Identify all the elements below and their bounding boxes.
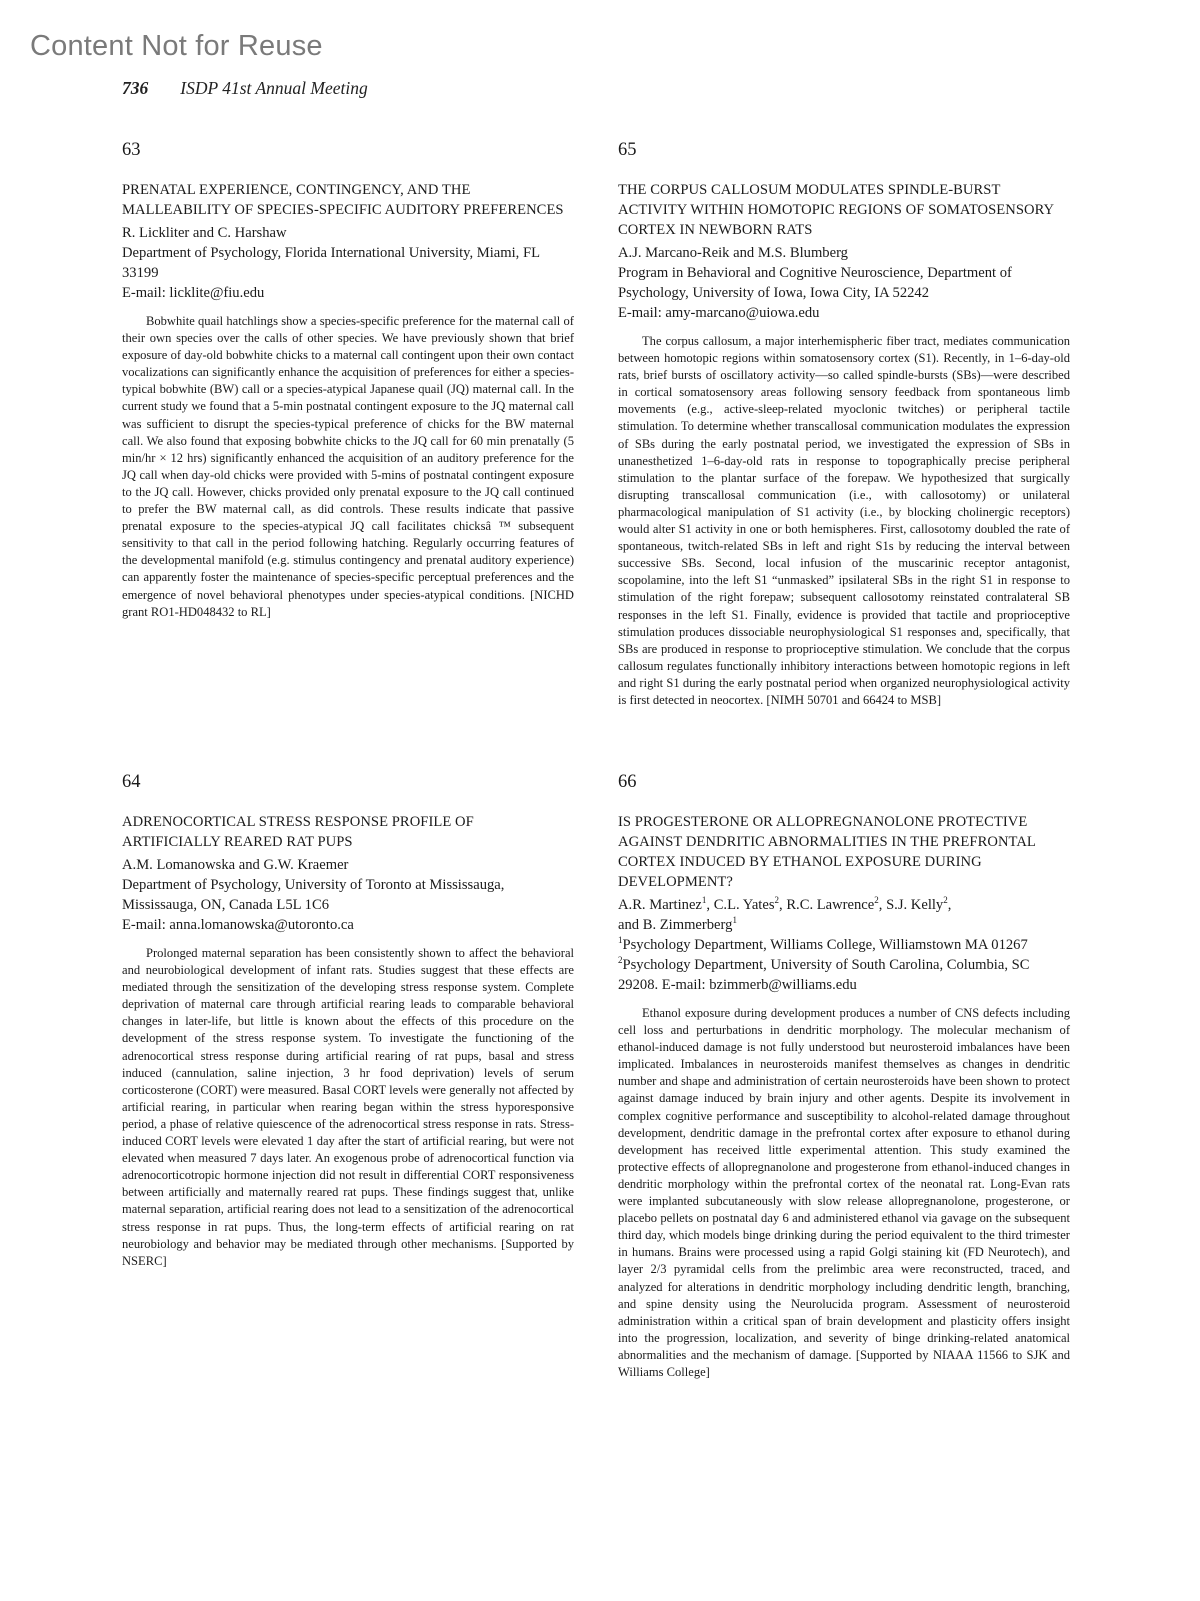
author-name: , R.C. Lawrence xyxy=(779,897,875,913)
abstract-email: E-mail: amy-marcano@uiowa.edu xyxy=(618,305,820,321)
abstract-64 xyxy=(122,771,574,1270)
abstract-authors: R. Lickliter and C. Harshaw xyxy=(122,225,287,241)
affiliation-marker: 1 xyxy=(618,935,623,946)
journal-title: ISDP 41st Annual Meeting xyxy=(180,78,368,98)
abstract-authors: A.J. Marcano-Reik and M.S. Blumberg xyxy=(618,245,848,261)
author-name: A.R. Martinez xyxy=(618,897,702,913)
affiliation-marker: 1 xyxy=(701,895,707,906)
affiliation-marker: 2 xyxy=(774,895,780,906)
author-name: and B. Zimmerberg xyxy=(618,917,733,933)
abstract-email: E-mail: licklite@fiu.edu xyxy=(122,285,265,301)
abstract-title: ADRENOCORTICAL STRESS RESPONSE PROFILE OF ARTIFICIALLY REARED RAT PUPS xyxy=(122,814,474,850)
affiliation-text: Psychology Department, University of South Carolina, Columbia, SC 29208. E-mail: bzimmerb@williams.edu xyxy=(618,957,1030,993)
abstract-affiliation: Program in Behavioral and Cognitive Neuroscience, Department of Psychology, University of Iowa, Iowa City, IA 52242 xyxy=(618,265,1012,301)
abstract-title: THE CORPUS CALLOSUM MODULATES SPINDLE-BURST ACTIVITY WITHIN HOMOTOPIC REGIONS OF SOMATOSENSORY CORTEX IN NEWBORN RATS xyxy=(618,182,1054,238)
author-separator: , xyxy=(947,897,952,913)
abstract-body: Bobwhite quail hatchlings show a species-specific preference for the maternal call of their own species over the calls of other species. We have previously shown that brief exposure of day-old bobwhite chicks to a maternal call contingent upon their own contact vocalizations can significantly enhance the acquisition of preferences for either a species-typical bobwhite (BW) call or a species-atypical Japanese quail (JQ) maternal call. In the current study we found that a 5-min postnatal contingent exposure to the JQ maternal call was sufficient to disrupt the species-typical preference of chicks for the BW maternal call. We also found that exposing bobwhite chicks to the JQ call for 60 min prenatally (5 min/hr × 12 hrs) significantly enhanced the acquisition of an auditory preference for the JQ call when day-old chicks were provided with 5-mins of postnatal contingent exposure to the JQ call. However, chicks provided only prenatal exposure to the JQ call continued to prefer the BW maternal call, as did controls. These results indicate that passive prenatal exposure to the species-atypical JQ call facilitates chicksâ ™ subsequent sensitivity to that call in the period following hatching. Regularly occurring features of the developmental manifold (e.g. stimulus contingency and prenatal auditory experience) can apparently foster the maintenance of species-specific perceptual preferences and the emergence of novel behavioral phenotypes under species-atypical conditions. [NICHD grant RO1-HD048432 to RL] xyxy=(122,314,574,619)
abstract-affiliation: Department of Psychology, Florida International University, Miami, FL 33199 xyxy=(122,245,540,281)
abstract-number: 63 xyxy=(122,140,141,160)
abstract-65 xyxy=(618,139,1070,709)
abstract-body: Prolonged maternal separation has been consistently shown to affect the behavioral and neurobiological development of infant rats. Studies suggest that these effects are mediated through the sensitization of the developing stress response system. Complete deprivation of maternal care through artificial rearing leads to comparable behavioral changes in later-life, but little is known about the effects of this procedure on the development of the stress response system. To investigate the functioning of the adrenocortical stress response during artificial rearing of rat pups, basal and stress induced (cannulation, saline injection, 3 hr food deprivation) levels of serum corticosterone (CORT) were measured. Basal CORT levels were generally not affected by artificial rearing, in particular when rearing began within the stress hyporesponsive period, a phase of relative quiescence of the adrenocortical stress response in rats. Stress-induced CORT levels were elevated 1 day after the start of artificial rearing, but were not elevated when measured 7 days later. An exogenous probe of adrenocortical function via adrenocorticotropic hormone injection did not result in differential CORT responsiveness between artificially and maternally reared rat pups. These findings suggest that, unlike maternal separation, artificial rearing does not lead to a sensitization of the adrenocortical stress response in rat pups. Thus, the long-term effects of artificial rearing on rat neurobiology and behavior may be mediated through other mechanisms. [Supported by NSERC] xyxy=(122,946,574,1268)
author-name: , S.J. Kelly xyxy=(878,897,944,913)
abstract-email: E-mail: anna.lomanowska@utoronto.ca xyxy=(122,917,354,933)
author-name: , C.L. Yates xyxy=(706,897,775,913)
abstract-number: 65 xyxy=(618,140,637,160)
abstract-affiliation: Department of Psychology, University of Toronto at Mississauga, Mississauga, ON, Canada L5L 1C6 xyxy=(122,877,505,913)
affiliation-marker: 1 xyxy=(732,915,737,926)
abstract-affiliation xyxy=(618,955,1070,995)
abstract-authors: A.M. Lomanowska and G.W. Kraemer xyxy=(122,857,349,873)
abstract-title: IS PROGESTERONE OR ALLOPREGNANOLONE PROTECTIVE AGAINST DENDRITIC ABNORMALITIES IN THE PREFRONTAL CORTEX INDUCED BY ETHANOL EXPOSURE DURING DEVELOPMENT? xyxy=(618,814,1036,890)
abstract-affiliation xyxy=(618,935,1070,955)
affiliation-text: Psychology Department, Williams College, Williamstown MA 01267 xyxy=(622,937,1028,953)
affiliation-marker: 2 xyxy=(943,895,948,906)
abstract-body: Ethanol exposure during development produces a number of CNS defects including cell loss and perturbations in dendritic morphology. The molecular mechanism of ethanol-induced damage is not fully understood but neurosteroid imbalances have been implicated. Imbalances in neurosteroids manifest themselves as changes in dendritic number and shape and administration of certain neurosteroids have been shown to protect against damage induced by brain injury and other agents. Despite its involvement in complex cognitive performance and susceptibility to alcohol-related damage throughout development, dendritic damage in the prefrontal cortex after exposure to ethanol during development has received little experimental attention. This study examined the protective effects of allopregnanolone and progesterone from ethanol-induced changes in dendritic morphology within the prefrontal cortex of the neonatal rat. Long-Evan rats were implanted subcutaneously with slow release allopregnanolone, progesterone, or placebo pellets on postnatal day 6 and administered ethanol via gavage on the subsequent third day, which models binge drinking during the period equivalent to the third trimester in humans. Brains were processed using a rapid Golgi staining kit (FD Neurotech), and layer 2/3 pyramidal cells from the prelimbic area were reconstructed, traced, and analyzed for alterations in dendritic morphology including dendritic length, branching, and spine density using the Neurolucida program. Assessment of neurosteroid administration within a critical span of brain development and plasticity offers insight into the progression, localization, and severity of binge drinking-related anatomical abnormalities and the mechanism of damage. [Supported by NIAAA 11566 to SJK and Williams College] xyxy=(618,1006,1070,1379)
abstract-63 xyxy=(122,139,574,621)
abstract-number: 64 xyxy=(122,772,141,792)
abstract-66 xyxy=(618,771,1070,1381)
affiliation-marker: 2 xyxy=(874,895,879,906)
page-number: 736 xyxy=(122,78,149,98)
abstract-number: 66 xyxy=(618,772,637,792)
running-head xyxy=(122,78,368,99)
abstract-title: PRENATAL EXPERIENCE, CONTINGENCY, AND THE MALLEABILITY OF SPECIES-SPECIFIC AUDITORY PREFERENCES xyxy=(122,182,564,218)
abstract-body: The corpus callosum, a major interhemispheric fiber tract, mediates communication between homotopic regions within somatosensory cortex (S1). Recently, in 1–6-day-old rats, brief bursts of oscillatory activity—so called spindle-bursts (SBs)—were described in cortical somatosensory areas following sensory feedback from spontaneous limb movements (e.g., active-sleep-related myoclonic twitches) or peripheral tactile stimulation. To determine whether transcallosal communication modulates the expression of SBs during the early postnatal period, we investigated the expression of SBs in unanesthetized 1–6-day-old rats in response to topographically precise peripheral stimulation to the plantar surface of the forepaw. We hypothesized that surgically disrupting transcallosal communication (i.e., with callosotomy) or unilateral pharmacological manipulation of S1 activity (i.e., by blocking cholinergic receptors) would alter S1 activity in one or both hemispheres. First, callosotomy doubled the rate of spontaneous, twitch-related SBs in left and right S1s by reducing the interval between successive SBs. Second, local infusion of the muscarinic receptor antagonist, scopolamine, into the left S1 “unmasked” ipsilateral SBs in the right S1 in response to stimulation of the right forepaw; subsequent callosotomy reinstated contralateral SB responses in the left S1. Finally, evidence is provided that tactile and proprioceptive stimulation produces dissociable neurophysiological S1 responses and, specifically, that SBs are produced in response to proprioceptive stimulation. We conclude that the corpus callosum regulates functionally inhibitory interactions between homotopic regions in left and right S1 during the early postnatal period when organized neurophysiological activity is first detected in neocortex. [NIMH 50701 and 66424 to MSB] xyxy=(618,334,1070,707)
watermark: Content Not for Reuse xyxy=(30,30,323,62)
affiliation-marker: 2 xyxy=(618,955,623,966)
abstract-authors xyxy=(618,895,1070,935)
